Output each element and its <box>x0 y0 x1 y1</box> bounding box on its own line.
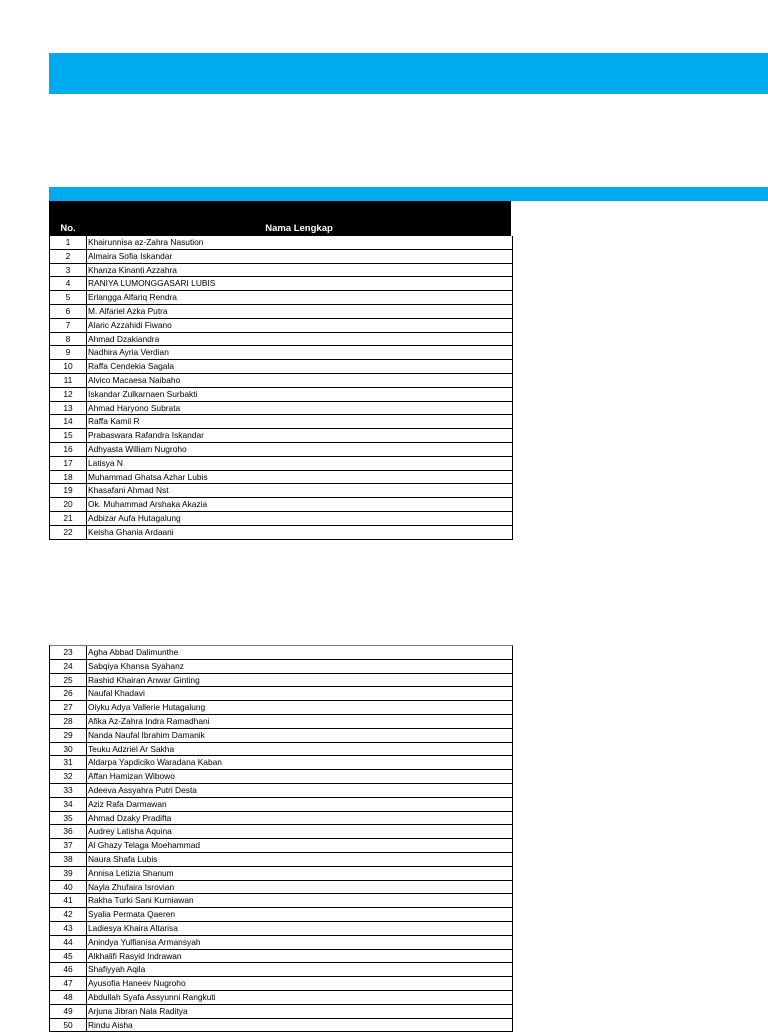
table-header <box>49 201 511 236</box>
table-row <box>50 402 512 416</box>
table-row <box>50 291 512 305</box>
table-row <box>50 784 512 798</box>
student-name: Raffa Cendekia Sagala <box>88 361 174 372</box>
table-row <box>50 894 512 908</box>
student-name: Rakha Turki Sani Kurniawan <box>88 895 194 906</box>
student-name: Ok. Muhammad Arshaka Akazia <box>88 499 208 510</box>
row-number: 23 <box>50 646 87 659</box>
top-banner <box>49 53 768 94</box>
student-name: Prabaswara Rafandra Iskandar <box>88 430 204 441</box>
student-name: Naufal Khadavi <box>88 688 145 699</box>
student-name: Rashid Khairan Anwar Ginting <box>88 674 200 685</box>
row-number: 5 <box>50 291 87 304</box>
table-row <box>50 839 512 853</box>
row-number: 10 <box>50 360 87 373</box>
table-row <box>50 443 512 457</box>
student-name: Ayusofia Haneev Nugroho <box>88 978 186 989</box>
row-number: 35 <box>50 812 87 825</box>
table-row <box>50 867 512 881</box>
student-name: Latisya N <box>88 457 123 468</box>
row-number: 1 <box>50 236 87 249</box>
table-row <box>50 388 512 402</box>
row-number: 22 <box>50 526 87 539</box>
column-header-name: Nama Lengkap <box>265 223 333 234</box>
row-number: 3 <box>50 264 87 277</box>
student-name: Anindya Yulfianisa Armansyah <box>88 936 201 947</box>
student-name: M. Alfariel Azka Putra <box>88 305 168 316</box>
student-name: Syalia Permata Qaeren <box>88 909 176 920</box>
row-number: 18 <box>50 471 87 484</box>
student-name: Arjuna Jibran Nala Raditya <box>88 1005 188 1016</box>
student-name: Adhyasta William Nugroho <box>88 443 187 454</box>
student-name: Raffa Kamil R <box>88 416 140 427</box>
table-row <box>50 922 512 936</box>
row-number: 21 <box>50 512 87 525</box>
row-number: 48 <box>50 991 87 1004</box>
student-name: Alaric Azzahidi Fiwano <box>88 319 172 330</box>
table-row <box>50 743 512 757</box>
table-row <box>50 250 512 264</box>
student-name: Annisa Letizia Shanum <box>88 867 174 878</box>
row-number: 7 <box>50 319 87 332</box>
student-name: RANIYA LUMONGGASARI LUBIS <box>88 278 216 289</box>
student-name: Almaira Sofia Iskandar <box>88 250 173 261</box>
table-row <box>50 715 512 729</box>
table-row <box>50 729 512 743</box>
table-row <box>50 277 512 291</box>
row-number: 50 <box>50 1019 87 1032</box>
table-row <box>50 415 512 429</box>
section-banner <box>49 187 768 201</box>
column-header-no: No. <box>60 223 76 234</box>
student-name: Al Ghazy Telaga Moehammad <box>88 840 201 851</box>
student-name: Adbizar Aufa Hutagalung <box>88 512 181 523</box>
table-row <box>50 305 512 319</box>
student-name: Sabqiya Khansa Syahanz <box>88 660 184 671</box>
table-row <box>50 881 512 895</box>
table-row <box>50 512 512 526</box>
table-row <box>50 360 512 374</box>
student-name: Ahmad Haryono Subrata <box>88 402 181 413</box>
row-number: 25 <box>50 674 87 687</box>
student-name: Rindu Aisha <box>88 1019 133 1030</box>
student-name: Muhammad Ghatsa Azhar Lubis <box>88 471 208 482</box>
row-number: 19 <box>50 484 87 497</box>
student-name: Ahmad Dzaky Pradifta <box>88 812 172 823</box>
row-number: 11 <box>50 374 87 387</box>
row-number: 27 <box>50 701 87 714</box>
student-name: Shafiyyah Aqila <box>88 964 146 975</box>
table-row <box>50 498 512 512</box>
row-number: 47 <box>50 977 87 990</box>
table-row <box>50 319 512 333</box>
table-row <box>50 484 512 498</box>
table-row <box>50 908 512 922</box>
row-number: 6 <box>50 305 87 318</box>
student-name: Alkhalifi Rasyid Indrawan <box>88 950 182 961</box>
student-name: Nadhira Ayria Verdian <box>88 347 169 358</box>
row-number: 49 <box>50 1005 87 1018</box>
student-name: Ahmad Dzakiandra <box>88 333 160 344</box>
student-name: Khanza Kinanti Azzahra <box>88 264 177 275</box>
table-row <box>50 429 512 443</box>
student-name: Afika Az-Zahra Indra Ramadhani <box>88 715 210 726</box>
student-name: Naura Shafa Lubis <box>88 853 158 864</box>
student-name: Keisha Ghania Ardaani <box>88 526 174 537</box>
row-number: 36 <box>50 825 87 838</box>
table-row <box>50 374 512 388</box>
row-number: 45 <box>50 950 87 963</box>
row-number: 44 <box>50 936 87 949</box>
student-name: Affan Hamizan Wibowo <box>88 771 175 782</box>
student-name: Khasafani Ahmad Nst <box>88 485 169 496</box>
student-name: Khairunnisa az-Zahra Nasution <box>88 237 204 247</box>
row-number: 14 <box>50 415 87 428</box>
table-row <box>50 236 512 250</box>
row-number: 17 <box>50 457 87 470</box>
table-row <box>50 457 512 471</box>
row-number: 30 <box>50 743 87 756</box>
row-number: 32 <box>50 770 87 783</box>
row-number: 16 <box>50 443 87 456</box>
table-row <box>50 1005 512 1019</box>
row-number: 29 <box>50 729 87 742</box>
table-row <box>50 770 512 784</box>
table-row <box>50 660 512 674</box>
table-row <box>50 526 512 540</box>
row-number: 2 <box>50 250 87 263</box>
student-name: Abdullah Syafa Assyunni Rangkuti <box>88 991 216 1002</box>
student-name: Aldarpa Yapdiciko Waradana Kaban <box>88 757 222 768</box>
student-name: Aziz Rafa Darmawan <box>88 798 167 809</box>
table-body-section-2 <box>49 645 513 1032</box>
student-name: Alvico Macaesa Naibaho <box>88 374 181 385</box>
table-row <box>50 853 512 867</box>
row-number: 28 <box>50 715 87 728</box>
table-row <box>50 825 512 839</box>
table-row <box>50 674 512 688</box>
table-row <box>50 963 512 977</box>
table-row <box>50 346 512 360</box>
table-row <box>50 798 512 812</box>
row-number: 41 <box>50 894 87 907</box>
student-name: Erlangga Alfariq Rendra <box>88 292 177 303</box>
table-row <box>50 812 512 826</box>
row-number: 15 <box>50 429 87 442</box>
row-number: 37 <box>50 839 87 852</box>
table-row <box>50 977 512 991</box>
table-row <box>50 701 512 715</box>
row-number: 9 <box>50 346 87 359</box>
row-number: 38 <box>50 853 87 866</box>
row-number: 24 <box>50 660 87 673</box>
row-number: 8 <box>50 333 87 346</box>
table-row <box>50 333 512 347</box>
row-number: 26 <box>50 687 87 700</box>
student-name: Adeeva Assyahra Putri Desta <box>88 784 197 795</box>
row-number: 33 <box>50 784 87 797</box>
row-number: 39 <box>50 867 87 880</box>
table-row <box>50 936 512 950</box>
student-name: Nayla Zhufaira Isrovian <box>88 881 175 892</box>
table-body-section-1 <box>49 236 513 540</box>
student-name: Iskandar Zulkarnaen Surbakti <box>88 388 198 399</box>
table-row <box>50 950 512 964</box>
table-row <box>50 756 512 770</box>
row-number: 13 <box>50 402 87 415</box>
row-number: 4 <box>50 277 87 290</box>
table-row <box>50 471 512 485</box>
row-number: 20 <box>50 498 87 511</box>
row-number: 34 <box>50 798 87 811</box>
table-row <box>50 687 512 701</box>
row-number: 31 <box>50 756 87 769</box>
table-row <box>50 1019 512 1032</box>
student-name: Oiyku Adya Vallerie Hutagalung <box>88 702 206 713</box>
student-name: Teuku Adzriel Ar Sakha <box>88 743 175 754</box>
row-number: 12 <box>50 388 87 401</box>
student-name: Audrey Latisha Aquina <box>88 826 172 837</box>
row-number: 40 <box>50 881 87 894</box>
table-row <box>50 264 512 278</box>
table-row <box>50 646 512 660</box>
table-row <box>50 991 512 1005</box>
row-number: 43 <box>50 922 87 935</box>
student-name: Ladiesya Khaira Altarisa <box>88 922 178 933</box>
row-number: 46 <box>50 963 87 976</box>
student-name: Agha Abbad Dalimunthe <box>88 647 179 657</box>
student-name: Nanda Naufal Ibrahim Damanik <box>88 729 205 740</box>
row-number: 42 <box>50 908 87 921</box>
